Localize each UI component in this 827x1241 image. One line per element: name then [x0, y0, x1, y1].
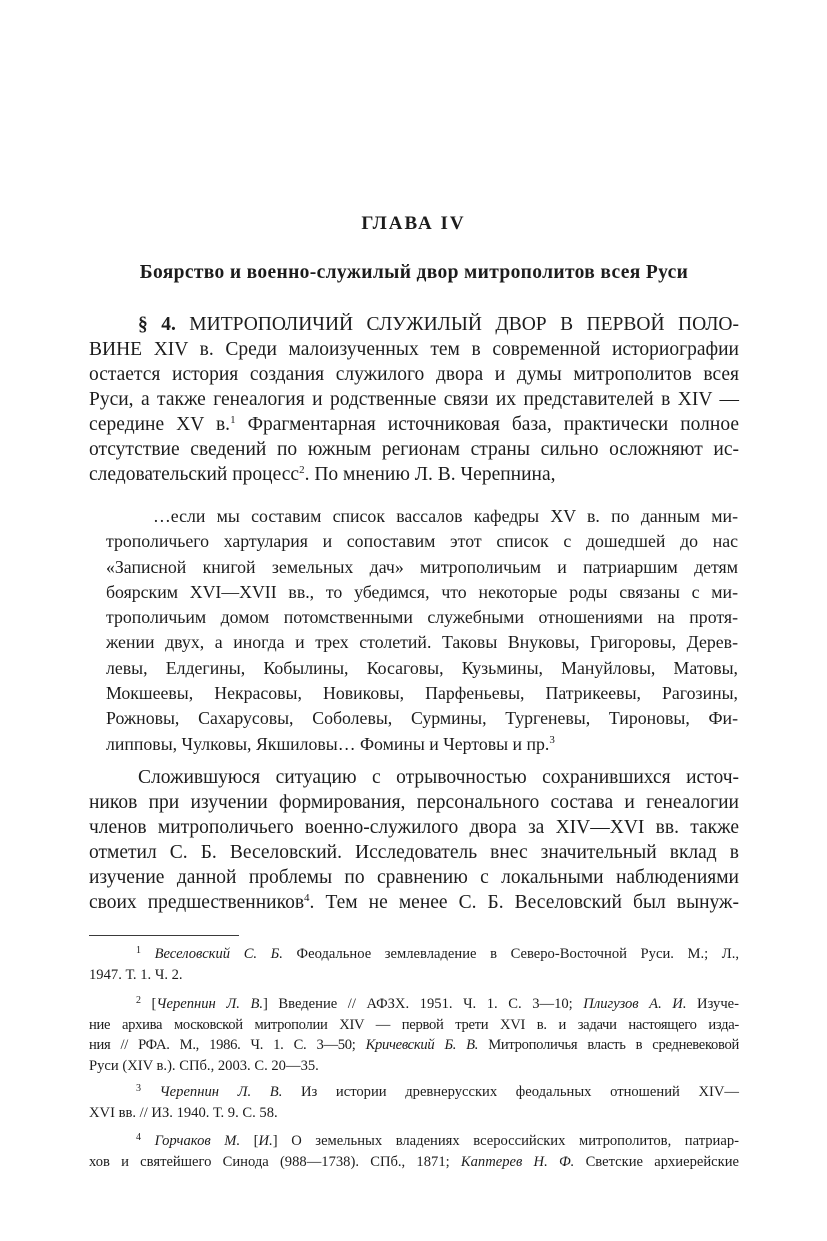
- text-line: Сложившуюся ситуацию с отрывочностью сохранившихся источ-: [138, 767, 739, 788]
- footnote-line: хов и святейшего Синода (988—1738). СПб., 1871; Каптерев Н. Ф. Светские архиерейские: [89, 1153, 740, 1170]
- footnote-number: 1: [136, 945, 141, 956]
- footnote-divider: [89, 935, 239, 936]
- text-line: отметил С. Б. Веселовский. Исследователь внес значительный вклад в: [89, 842, 739, 863]
- text-line: § 4. МИТРОПОЛИЧИЙ СЛУЖИЛЫЙ ДВОР В ПЕРВОЙ ПОЛО-: [138, 314, 739, 335]
- footnote-ref-1[interactable]: 1: [230, 414, 236, 426]
- text-line: ВИНЕ XIV в. Среди малоизученных тем в современной историографии: [89, 339, 739, 360]
- quote-line: Мокшеевы, Некрасовы, Новиковы, Парфеньевы, Патрикеевы, Рагозины,: [106, 683, 738, 704]
- footnote-line: Руси (XIV в.). СПб., 2003. С. 20—35.: [89, 1057, 319, 1074]
- text-line: ников при изучении формирования, персонального состава и генеалогии: [89, 792, 739, 813]
- quote-line: «Записной книгой земельных дач» митрополичьим и патриаршим детям: [106, 556, 738, 577]
- footnote-line: $^3$ Черепнин Л. В. Из истории древнерусских феодальных отношений XIV—: [136, 1083, 739, 1100]
- footnote-line: ния // РФА. М., 1986. Ч. 1. С. 3—50; Кричевский Б. В. Митрополичья власть в средневековой: [89, 1037, 740, 1053]
- section-paragraph: [89, 312, 739, 487]
- text-line: своих предшественников$^4$. Тем не менее С. Б. Веселовский был вынуж-: [89, 892, 739, 913]
- footnote-1: [89, 944, 739, 985]
- text-line: изучение данной проблемы по сравнению с локальными наблюдениями: [89, 867, 739, 888]
- footnote-number: 2: [136, 995, 141, 1006]
- chapter-title: ГЛАВА IV: [361, 213, 466, 234]
- quote-line: жении двух, а иногда и трех столетий. Таковы Внуковы, Григоровы, Дерев-: [106, 632, 738, 653]
- footnote-ref-2[interactable]: 2: [299, 464, 305, 476]
- section-number: § 4.: [138, 314, 176, 335]
- footnote-number: 3: [136, 1083, 141, 1094]
- quote-line: Рожновы, Сахарусовы, Соболевы, Сурмины, Тургеневы, Тироновы, Фи-: [106, 708, 738, 729]
- footnote-ref-4[interactable]: 4: [304, 892, 310, 904]
- quote-line: …если мы составим список вассалов кафедры XV в. по данным ми-: [153, 506, 738, 526]
- footnote-2: [89, 994, 739, 1076]
- quote-line: трополичьего хартулария и сопоставим этот список с дошедшей до нас: [106, 531, 738, 552]
- footnote-line: $^1$ Веселовский С. Б. Феодальное землевладение в Северо-Восточной Руси. М.; Л.,: [136, 945, 739, 962]
- text-line: Руси, а также генеалогия и родственные связи их представителей в XIV —: [89, 389, 739, 410]
- text-line: остается история создания служилого двора и думы митрополитов всея: [89, 364, 739, 385]
- footnote-line: XVI вв. // ИЗ. 1940. Т. 9. С. 58.: [89, 1104, 278, 1121]
- footnote-3: [89, 1082, 739, 1123]
- block-quote: [106, 504, 738, 757]
- text-line: отсутствие сведений по южным регионам страны сильно осложняют ис-: [89, 439, 739, 460]
- text-line: членов митрополичьего военно-служилого двора за XIV—XVI вв. также: [89, 817, 739, 838]
- text-line: следовательский процесс$^2$. По мнению Л. В. Черепнина,: [89, 464, 556, 485]
- text-line: середине XV в.$^1$ Фрагментарная источниковая база, практически полное: [89, 414, 739, 435]
- footnote-ref-3[interactable]: 3: [549, 733, 555, 746]
- quote-line: левы, Елдегины, Кобылины, Косаговы, Кузьмины, Мануйловы, Матовы,: [106, 657, 738, 678]
- chapter-subtitle: Боярство и военно-служилый двор митрополитов всея Руси: [139, 262, 689, 283]
- quote-line: липповы, Чулковы, Якшиловы… Фомины и Чертовы и пр.$^3$: [106, 733, 555, 754]
- footnote-line: ние архива московской митрополии XIV — первой трети XVI в. и задачи настоящего изда-: [89, 1016, 739, 1033]
- quote-line: боярским XVI—XVII вв., то убедимся, что некоторые роды связаны с ми-: [106, 581, 738, 602]
- footnote-number: 4: [136, 1132, 141, 1143]
- footnote-line: $^4$ Горчаков М. [И.] О земельных владениях всероссийских митрополитов, патриар-: [136, 1132, 740, 1149]
- quote-line: трополичьим домом потомственными служебными отношениями на протя-: [106, 607, 738, 628]
- footnote-line: 1947. Т. 1. Ч. 2.: [89, 966, 183, 983]
- footnote-4: [89, 1131, 739, 1172]
- paragraph-2: [89, 765, 739, 915]
- footnote-line: $^2$ [Черепнин Л. В.] Введение // АФЗХ. 1951. Ч. 1. С. 3—10; Плигузов А. И. Изуче-: [136, 995, 739, 1012]
